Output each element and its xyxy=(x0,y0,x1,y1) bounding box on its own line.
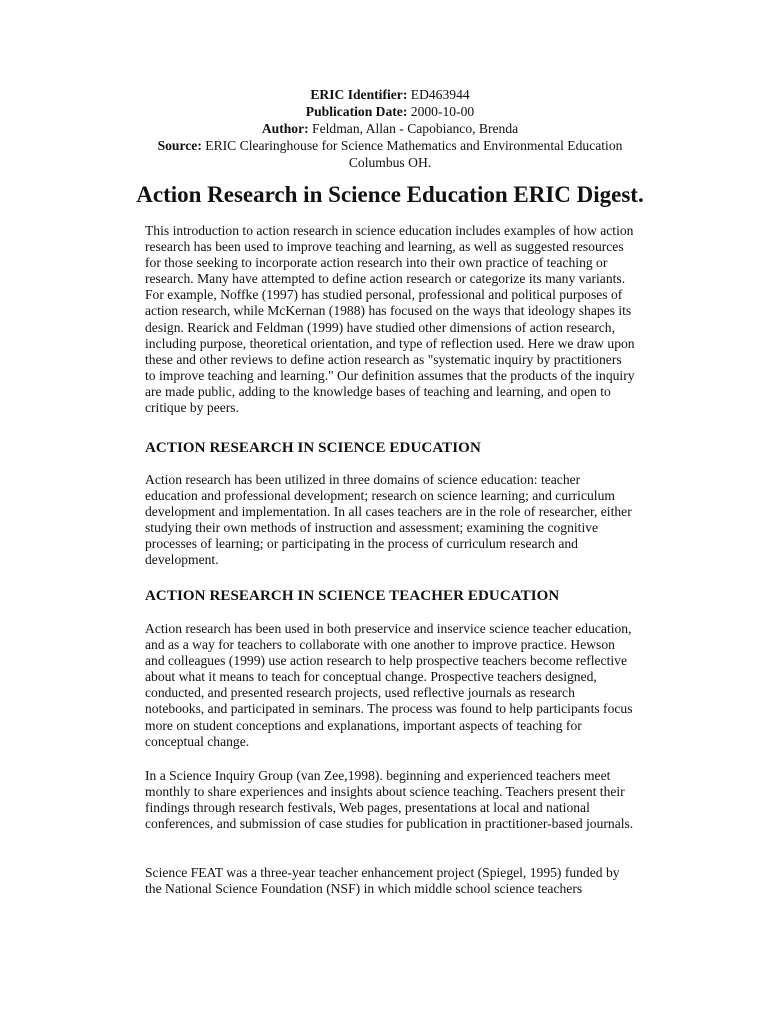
source-label: Source: xyxy=(157,138,202,153)
eric-identifier-value: ED463944 xyxy=(410,87,470,102)
intro-paragraph: This introduction to action research in science education includes examples of how action research has been used to improve teaching and learning, as well as suggested resources for those seeking to incorporate action research into their own practice of teaching or research. Many have attempted to define action research or categorize its many variants. For example, Noffke (1997) has studied personal, professional and political purposes of action research, while McKernan (1988) has focused on the ways that ideology shapes its design. Rearick and Feldman (1999) have studied other dimensions of action research, including purpose, theoretical orientation, and type of reflection used. Here we draw upon these and other reviews to define action research as "systematic inquiry by practitioners to improve teaching and learning." Our definition assumes that the products of the inquiry are made public, adding to the knowledge bases of teaching and learning, and open to critique by peers. xyxy=(145,223,635,416)
science-education-paragraph: Action research has been utilized in three domains of science education: teacher education and professional development; research on science learning; and curriculum development and implementation. In all cases teachers are in the role of researcher, either studying their own methods of instruction and assessment; examining the cognitive processes of learning; or participating in the process of curriculum research and development. xyxy=(145,472,632,568)
eric-identifier-row xyxy=(100,86,680,103)
teacher-education-paragraph-3: Science FEAT was a three-year teacher enhancement project (Spiegel, 1995) funded by the National Science Foundation (NSF) in which middle school science teachers xyxy=(145,865,620,897)
author-row xyxy=(100,120,680,137)
eric-identifier-label: ERIC Identifier: xyxy=(310,87,408,102)
source-location: Columbus OH. xyxy=(348,155,432,170)
document-title: Action Research in Science Education ERIC Digest. xyxy=(136,182,644,207)
section-heading-teacher-education: ACTION RESEARCH IN SCIENCE TEACHER EDUCATION xyxy=(145,588,560,604)
author-value: Feldman, Allan - Capobianco, Brenda xyxy=(312,121,519,136)
publication-date-row xyxy=(100,103,680,120)
teacher-education-paragraph-2: In a Science Inquiry Group (van Zee,1998). beginning and experienced teachers meet monthly to share experiences and insights about science teaching. Teachers present their findings through research festivals, Web pages, presentations at local and national conferences, and submission of case studies for publication in practitioner-based journals. xyxy=(145,768,634,832)
document-metadata xyxy=(100,86,680,171)
section-heading-science-education: ACTION RESEARCH IN SCIENCE EDUCATION xyxy=(145,440,481,456)
source-value: ERIC Clearinghouse for Science Mathematics and Environmental Education xyxy=(205,138,623,153)
publication-date-label: Publication Date: xyxy=(305,104,408,119)
source-row xyxy=(100,137,680,154)
teacher-education-paragraph-1: Action research has been used in both preservice and inservice science teacher education, and as a way for teachers to collaborate with one another to improve practice. Hewson and colleagues (1999) use action research to help prospective teachers become reflective about what it means to teach for conceptual change. Prospective teachers designed, conducted, and presented research projects, used reflective journals as research notebooks, and participated in seminars. The process was found to help participants focus more on student conceptions and explanations, important aspects of teaching for conceptual change. xyxy=(145,621,633,749)
publication-date-value: 2000-10-00 xyxy=(410,104,475,119)
author-label: Author: xyxy=(261,121,309,136)
